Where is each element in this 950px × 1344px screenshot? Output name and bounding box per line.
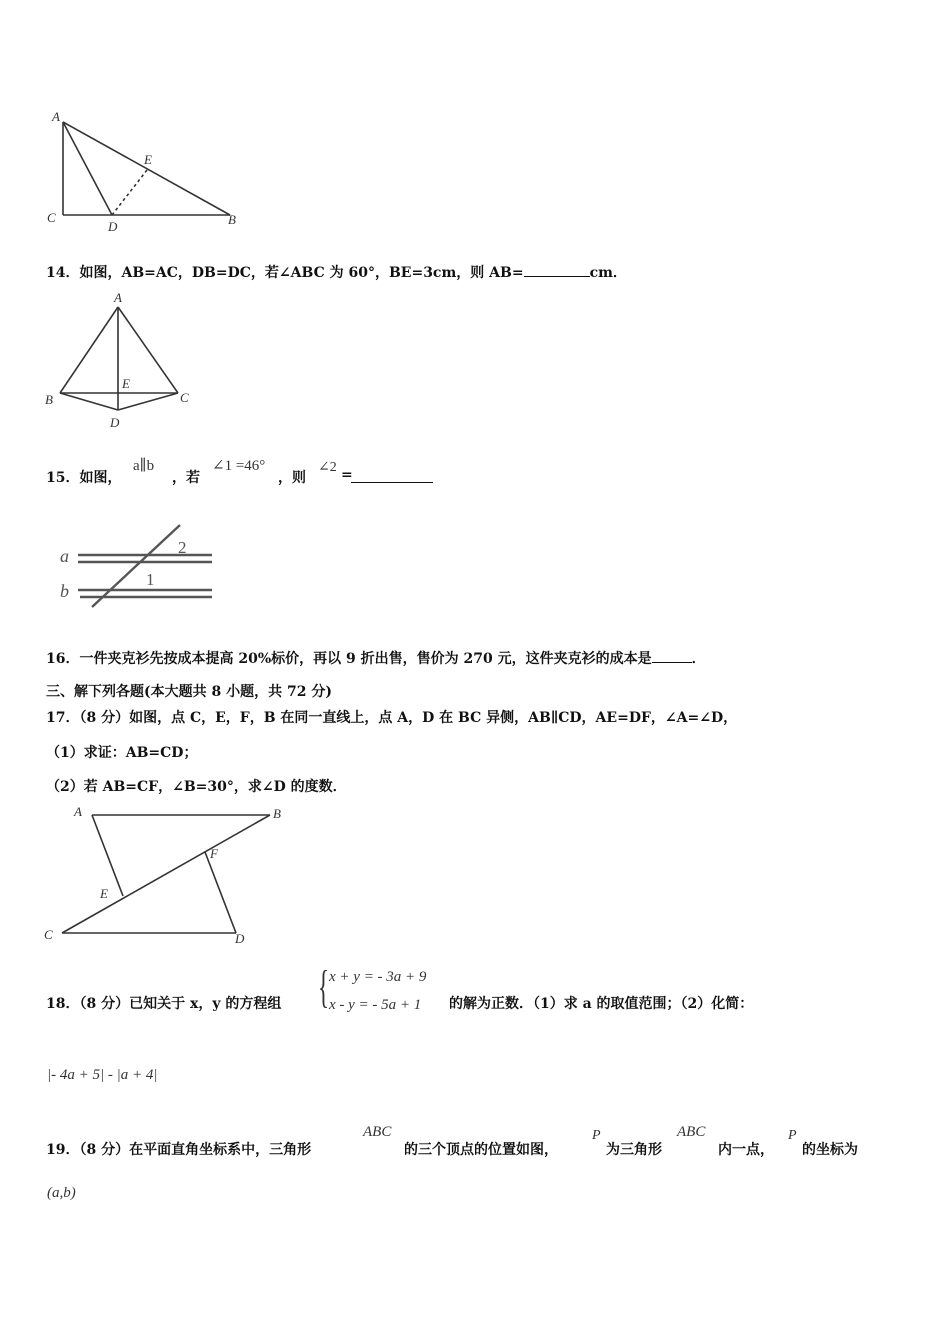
q14-label-b: B bbox=[45, 392, 53, 407]
q18-equation-2: x - y = - 5a + 1 bbox=[329, 997, 422, 1013]
q18-suffix: 的解为正数．（1）求 a 的取值范围；（2）化简： bbox=[449, 996, 754, 1012]
q19-text-2: 的三个顶点的位置如图， bbox=[404, 1142, 558, 1158]
q17-part-1: （1）求证：AB=CD； bbox=[46, 745, 198, 761]
q19-text-4: 内一点， bbox=[718, 1142, 774, 1158]
q18-system-brace: { bbox=[318, 961, 330, 1012]
q17-label-d: D bbox=[235, 931, 245, 946]
question-18: 18．（8 分）已知关于 x，y 的方程组 bbox=[46, 996, 282, 1012]
q14-label-c: C bbox=[180, 390, 189, 405]
label-b: B bbox=[228, 212, 236, 227]
label-c: C bbox=[47, 210, 56, 225]
q19-text-3: 为三角形 bbox=[606, 1142, 662, 1158]
q18-expression: |- 4a + 5| - |a + 4| bbox=[47, 1067, 158, 1083]
q16-text: 16．一件夹克衫先按成本提高 20%标价，再以 9 折出售，售价为 270 元，这件夹克衫的成本是 bbox=[46, 651, 652, 667]
q15-angle2: ∠2 bbox=[318, 460, 337, 475]
q14-label-a: A bbox=[114, 290, 122, 305]
question-19: 19．（8 分）在平面直角坐标系中，三角形 bbox=[46, 1142, 312, 1158]
figure-triangle-abc-e bbox=[0, 0, 950, 240]
q16-suffix: ． bbox=[691, 651, 706, 667]
q14-text: 14．如图，AB=AC，DB=DC，若∠ABC 为 60°，BE=3cm，则 AB= bbox=[46, 265, 524, 281]
segment-de-dashed bbox=[112, 170, 147, 215]
q17-label-b: B bbox=[273, 806, 281, 821]
q19-abc-2: ABC bbox=[677, 1124, 706, 1140]
q18-equation-1: x + y = - 3a + 9 bbox=[329, 969, 427, 985]
q15-prefix: 15．如图， bbox=[46, 470, 122, 486]
q15-condition-angle1: ∠1 =46° bbox=[212, 458, 266, 474]
q19-text-5: 的坐标为 bbox=[802, 1142, 858, 1158]
q14-suffix: cm． bbox=[589, 265, 627, 281]
q17-label-e: E bbox=[100, 886, 108, 901]
section-3-title: 三、解下列各题(本大题共 8 小题，共 72 分) bbox=[46, 684, 332, 700]
question-15 bbox=[46, 467, 121, 487]
q17-label-a: A bbox=[74, 804, 82, 819]
q19-p-2: P bbox=[788, 1128, 797, 1143]
q15-label-2: 2 bbox=[178, 538, 187, 557]
question-17: 17．（8 分）如图，点 C，E，F，B 在同一直线上，点 A，D 在 BC 异侧，AB∥CD，AE=DF，∠A=∠D， bbox=[46, 710, 738, 726]
q15-ze: ，则 bbox=[278, 470, 306, 486]
q17-label-f: F bbox=[210, 846, 218, 861]
label-d: D bbox=[108, 219, 118, 234]
q17-label-c: C bbox=[44, 927, 53, 942]
label-a: A bbox=[52, 109, 60, 124]
figure-q15-parallel-lines bbox=[0, 515, 260, 625]
q15-eq: = bbox=[341, 467, 353, 483]
figure-q14-kite bbox=[0, 285, 260, 435]
q16-answer-blank[interactable] bbox=[652, 650, 692, 663]
q15-answer-blank[interactable] bbox=[351, 470, 433, 483]
q17-part-2: （2）若 AB=CF，∠B=30°，求∠D 的度数． bbox=[46, 779, 347, 795]
question-14 bbox=[46, 262, 627, 282]
q15-ruo: ，若 bbox=[172, 470, 200, 486]
q14-label-d: D bbox=[110, 415, 120, 430]
q15-condition-parallel: a∥b bbox=[133, 458, 155, 474]
q19-coordinate: (a,b) bbox=[47, 1185, 76, 1201]
q15-label-a: a bbox=[60, 546, 69, 566]
q14-answer-blank[interactable] bbox=[524, 264, 590, 277]
question-16 bbox=[46, 648, 706, 668]
q15-label-b: b bbox=[60, 581, 69, 601]
q19-abc-1: ABC bbox=[363, 1124, 392, 1140]
label-e: E bbox=[144, 152, 152, 167]
figure-q17 bbox=[0, 800, 320, 950]
q14-label-e: E bbox=[122, 376, 130, 391]
q19-p-1: P bbox=[592, 1128, 601, 1143]
q15-label-1: 1 bbox=[146, 570, 155, 589]
